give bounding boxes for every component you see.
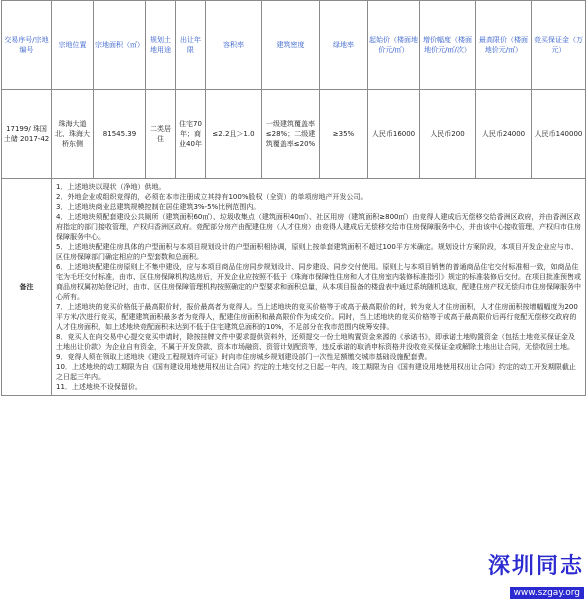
cell-deposit: 人民币140000 — [532, 90, 586, 179]
cell-location: 珠海大道北、珠海大桥东侧 — [52, 90, 94, 179]
header-area: 宗地面积（㎡） — [94, 1, 146, 90]
note-item: 5．上述地块配建住房具体的户型面积与本项目规划设计的户型面积相协调，原则上按单套建筑面积不超过100平方米确定。规划设计方案阶段，本项目开发企业应与市、区住房保障部门确定相应的户型套数和总面积。 — [56, 243, 578, 261]
table-row — [2, 90, 586, 179]
watermark-logo — [472, 554, 584, 598]
cell-use: 二类居住 — [146, 90, 176, 179]
note-item: 10．上述地块的动工期限为自《国有建设用地使用权出让合同》约定的土地交付之日起一年内，竣工期限为自《国有建设用地使用权出让合同》约定的动工开发期限截止之日起三年内。 — [56, 363, 576, 381]
header-start-price: 起始价（楼面地价元/㎡） — [368, 1, 420, 90]
note-item: 8．竞买人在向交易中心提交竞买申请时，除按挂牌文件中要求提供资料外，还须提交一份土地购置资金来源的《承诺书》，即承诺土地购置资金（包括土地竞买保证金及土地出让价款）为企业自有资金，不属于开发贷款、资本市场融资、资管计划配资等，违反承诺的取消申标资格并没收竞买保证金或解除土地出让合同，无偿收回土地。 — [56, 333, 575, 351]
note-item: 3．上述地块商业总建筑规模控制在居住建筑3%-5%比例范围内。 — [56, 203, 261, 211]
cell-increment: 人民币200 — [420, 90, 476, 179]
header-seq: 交易序号/宗地编号 — [2, 1, 52, 90]
watermark-url: www.szgay.org — [510, 587, 584, 599]
notes-label: 备注 — [2, 179, 52, 396]
note-item: 11．上述地块不设保留价。 — [56, 383, 142, 391]
header-far: 容积率 — [206, 1, 262, 90]
header-max-price: 最高限价（楼面地价元/㎡） — [476, 1, 532, 90]
notes-row — [2, 179, 586, 396]
header-row — [2, 1, 586, 90]
cell-max-price: 人民币24000 — [476, 90, 532, 179]
header-green: 绿地率 — [320, 1, 368, 90]
header-location: 宗地位置 — [52, 1, 94, 90]
header-term: 出让年限 — [176, 1, 206, 90]
cell-start-price: 人民币16000 — [368, 90, 420, 179]
cell-seq: 17199/ 珠国土储 2017-42 — [2, 90, 52, 179]
cell-term: 住宅70年；商业40年 — [176, 90, 206, 179]
header-increment: 增价幅度（楼面地价元/㎡/次） — [420, 1, 476, 90]
header-deposit: 竞买保证金（万元） — [532, 1, 586, 90]
cell-density: 一级建筑覆盖率≤28%；二级建筑覆盖率≤20% — [262, 90, 320, 179]
note-item: 4．上述地块须配套建设公共厕所（建筑面积60㎡）、垃圾收集点（建筑面积40㎡）、社区用房（建筑面积≥800㎡）由竞得人建成后无偿移交给香洲区政府，并由香洲区政府指定的部门接收管理，产权归香洲区政府。竞配部分房产由配建住房（人才住房）由竞得人建成后无偿移交给市住房保障服务中心，并由该中心接收管理，产权归市住房保障服务中心。 — [56, 213, 581, 241]
cell-far: ≤2.2且＞1.0 — [206, 90, 262, 179]
watermark-title: 深圳同志 — [487, 554, 584, 579]
note-item: 7．上述地块的竞买价格低于最高限价时，报价最高者为竞得人。当上述地块的竞买价格等于或高于最高限价的时，转为竞人才住房面积，人才住房面积按增幅幅度为200平方米/次进行竞买，配建建筑面积最多者为竞得人，配建住房面积和最高限价作为成交价。同时，当上述地块的竞买价格等于或高于最高限价后再行竞配无偿移交政府的人才住房面积，如上述地块竞配面积未达到不低于住宅建筑总面积的10%，不足部分在我市范围内统筹安排。 — [56, 303, 578, 331]
header-density: 建筑密度 — [262, 1, 320, 90]
cell-green: ≥35% — [320, 90, 368, 179]
notes-cell — [52, 179, 586, 396]
note-item: 1．上述地块以现状（净地）供地。 — [56, 183, 166, 191]
note-item: 9．竞得人须在领取上述地块《建设工程规划许可证》时向市住房城乡规划建设部门一次性足额缴交城市基础设施配套费。 — [56, 353, 432, 361]
land-auction-table — [1, 0, 586, 396]
cell-area: 81545.39 — [94, 90, 146, 179]
note-item: 2．外地企业或组织竞得的，必须在本市注册成立其持有100%股权（全资）的单项房地产开发公司。 — [56, 193, 368, 201]
header-use: 规划土地用途 — [146, 1, 176, 90]
note-item: 6．上述地块配建住房原则上不集中建设，应与本项目商品住房同步规划设计、同步建设、同步交付使用。原则上与本项目销售的普通商品住宅交付标准相一致，如商品住宅为毛坯交付标准，由市、区住房保障机构选房后，开发企业应按照不低于《珠海市保障性住房和人才住房室内装修标准指引》规定的标准装修后交付。在项目批准预售或商品房权属初始登记时，由市、区住房保障管理机构按照确定的户型要求和面积总量，从本项目报备的楼盘表中通过系统随机选取，配建住房产权无偿归市住房保障服务中心所有。 — [56, 263, 581, 301]
